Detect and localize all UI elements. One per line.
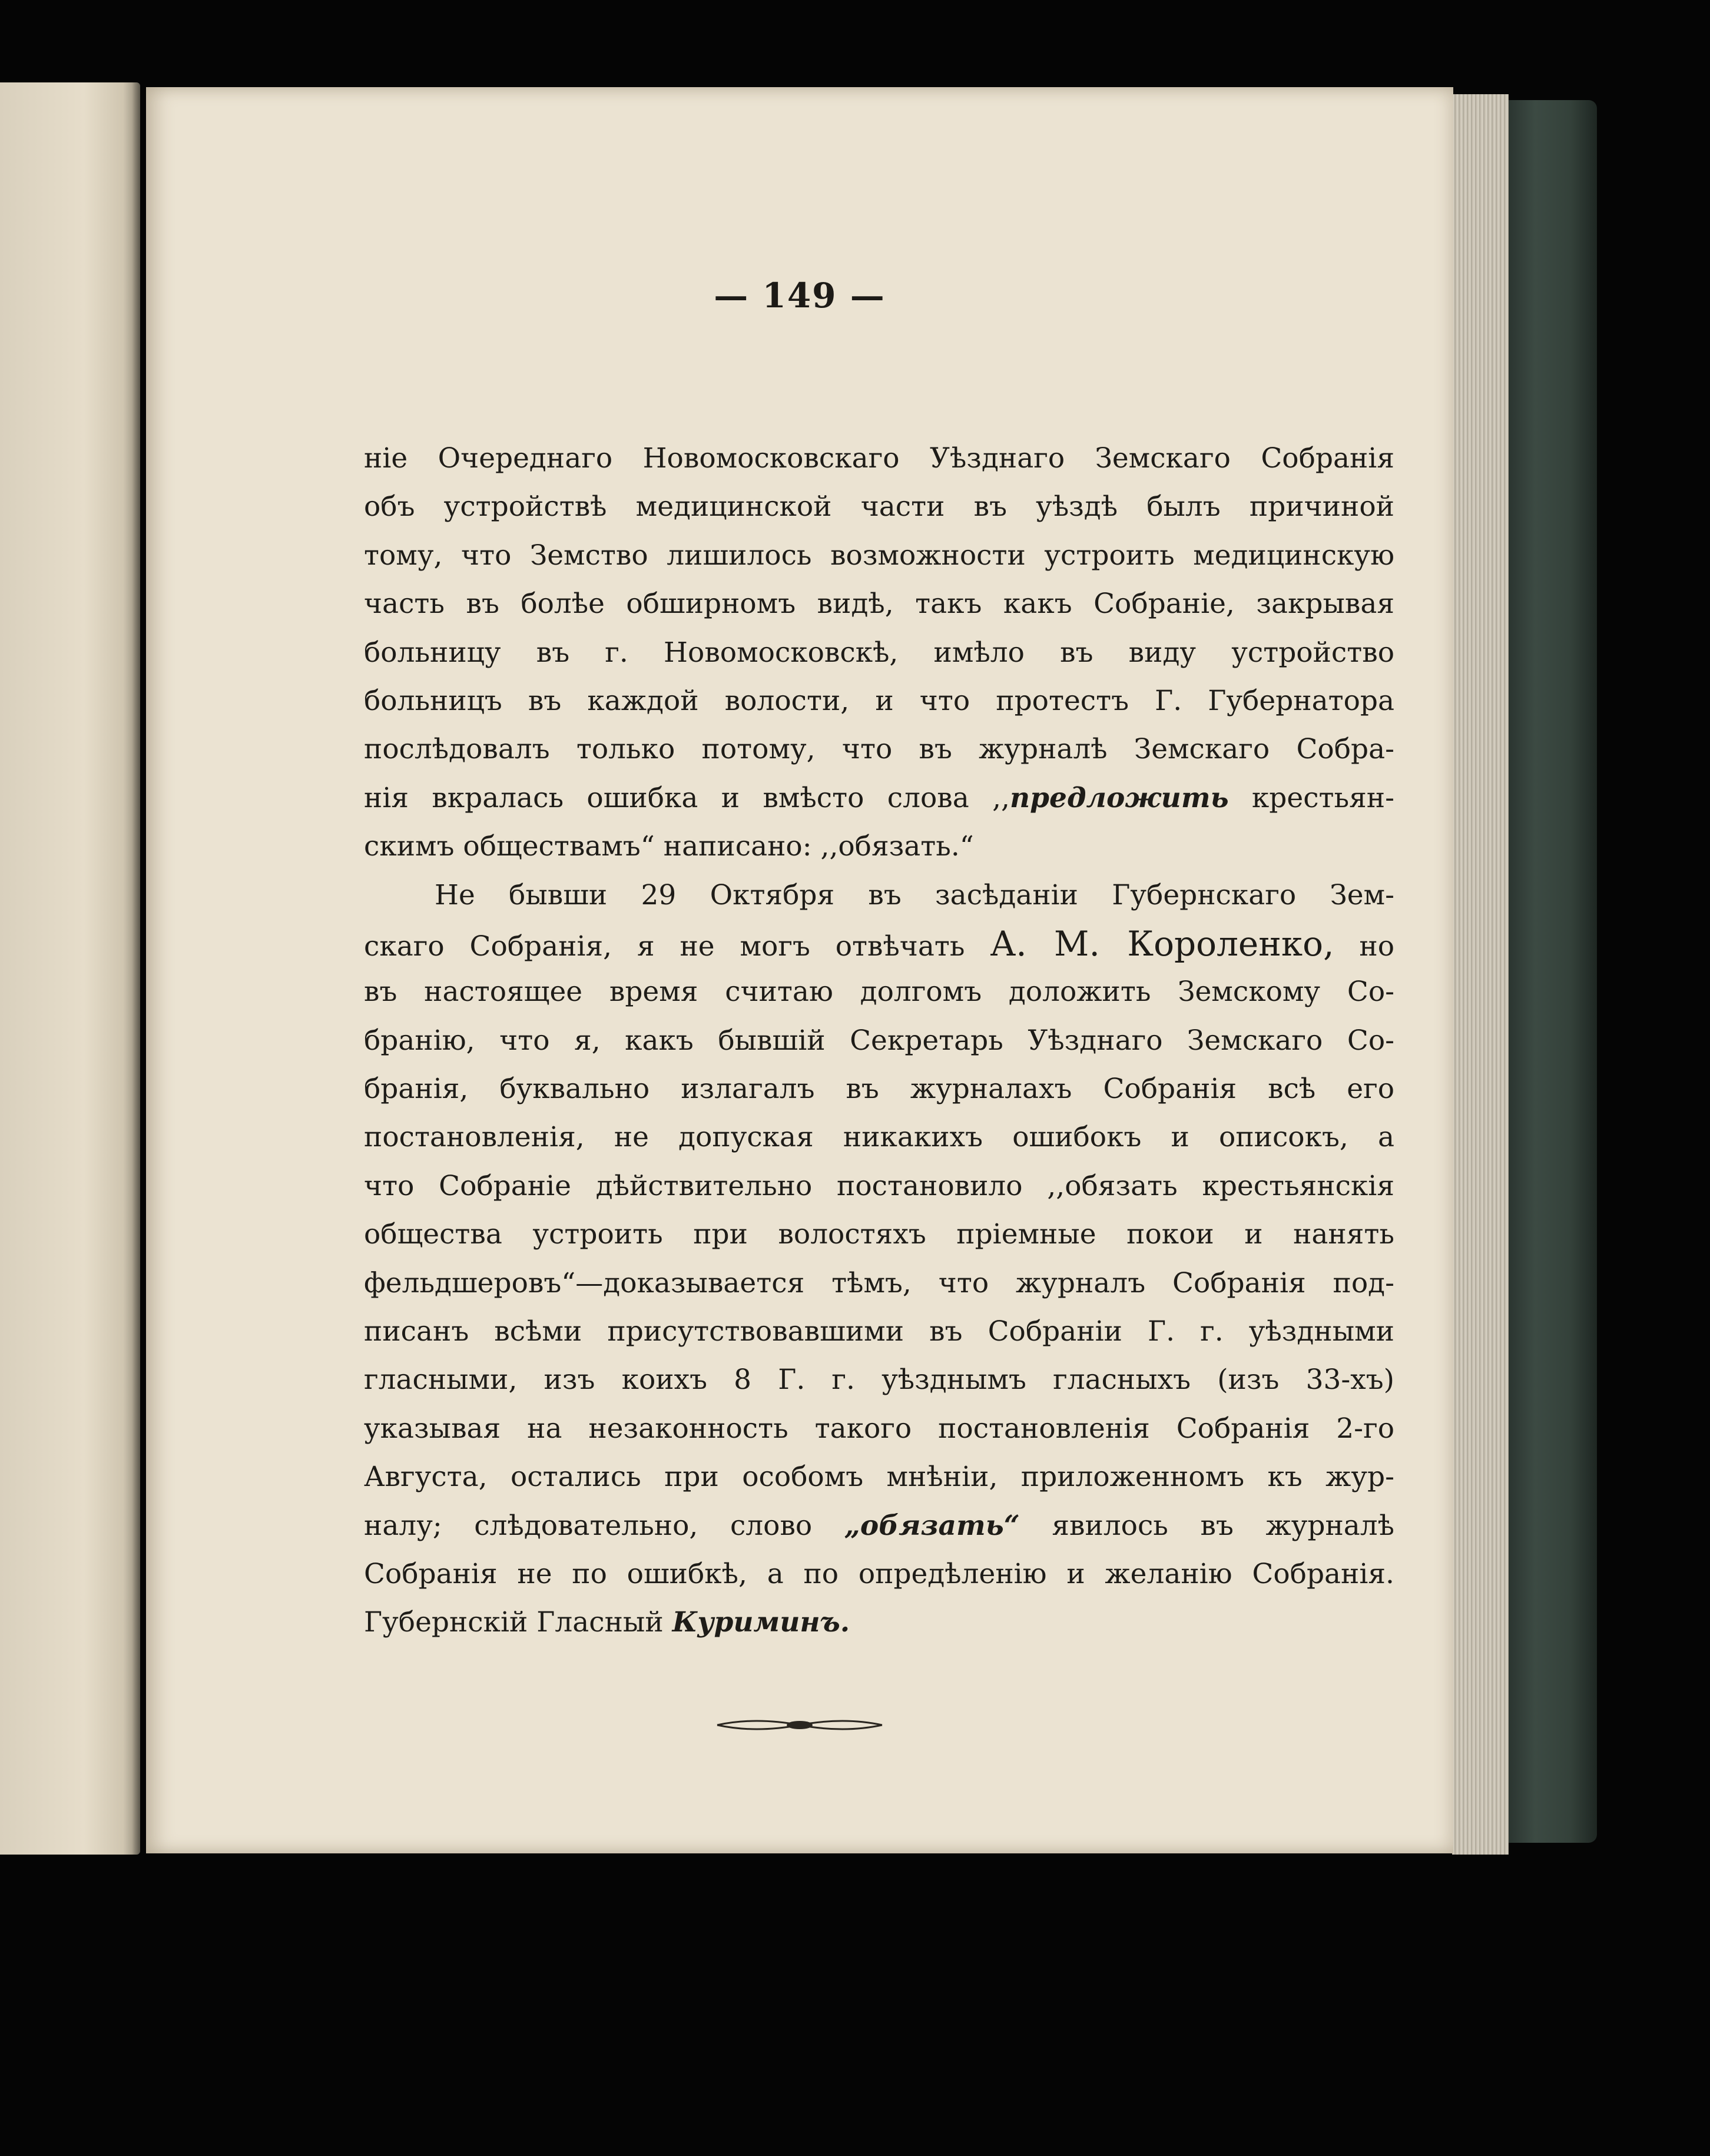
text-line: послѣдовалъ только потому, что въ журналѣ Земскаго Собра- <box>364 733 1394 766</box>
person-name: А. М. Короленко, <box>990 923 1334 964</box>
text-line: часть въ болѣе обширномъ видѣ, такъ какъ Собраніе, закрывая <box>364 588 1394 621</box>
text-line: тому, что Земство лишилось возможности устроить медицинскую <box>364 539 1394 572</box>
emphasized-word: предложить <box>1009 781 1229 814</box>
text-line: Августа, остались при особомъ мнѣніи, приложенномъ къ жур- <box>364 1461 1394 1494</box>
text-line: больницу въ г. Новомосковскѣ, имѣло въ виду устройство <box>364 636 1394 669</box>
text-line: скимъ обществамъ“ написано: ,,обязать.“ <box>364 830 974 863</box>
page-stack-edge <box>1452 94 1509 1855</box>
text-fragment: крестьян- <box>1228 781 1394 814</box>
text-fragment: явилось въ журналѣ <box>1019 1509 1394 1542</box>
text-line: писанъ всѣми присутствовавшими въ Собраніи Г. г. уѣздными <box>364 1315 1394 1348</box>
book-cover <box>1509 100 1597 1843</box>
text-line <box>364 920 1394 968</box>
paragraph-first-line: Не бывши 29 Октября въ засѣданіи Губернскаго Зем- <box>435 878 1394 911</box>
signature-name: Куриминъ. <box>672 1606 850 1639</box>
body-text <box>364 434 1394 1647</box>
previous-page-edge <box>0 82 140 1855</box>
ornament-divider <box>146 1713 1453 1739</box>
text-line: Собранія не по ошибкѣ, а по опредѣленію и желанію Собранія. <box>364 1557 1394 1590</box>
text-line <box>364 774 1394 822</box>
text-line: въ настоящее время считаю долгомъ доложить Земскому Со- <box>364 976 1394 1009</box>
emphasized-word: „обязать“ <box>844 1509 1020 1542</box>
book-page <box>146 87 1453 1853</box>
text-fragment: но <box>1334 930 1394 963</box>
text-fragment: скаго Собранія, я не могъ отвѣчать <box>364 930 990 963</box>
text-line: бранія, буквально излагалъ въ журналахъ Собранія всѣ его <box>364 1073 1394 1106</box>
text-fragment: нія вкралась ошибка и вмѣсто слова ,, <box>364 781 1010 814</box>
text-line: ніе Очереднаго Новомосковскаго Уѣзднаго Земскаго Собранія <box>364 442 1394 475</box>
signature-title: Губернскій Гласный <box>364 1606 672 1639</box>
text-line: что Собраніе дѣйствительно постановило ,,обязать крестьянскія <box>364 1169 1394 1202</box>
text-line: постановленія, не допуская никакихъ ошибокъ и описокъ, а <box>364 1121 1394 1154</box>
signature-line <box>364 1598 1394 1647</box>
text-line: гласными, изъ коихъ 8 Г. г. уѣзднымъ гласныхъ (изъ 33-хъ) <box>364 1364 1394 1397</box>
text-line <box>364 1502 1394 1550</box>
text-fragment: налу; слѣдовательно, слово <box>364 1509 844 1542</box>
text-line: бранію, что я, какъ бывшій Секретарь Уѣзднаго Земскаго Со- <box>364 1024 1394 1057</box>
page-number: — 149 — <box>714 276 886 316</box>
text-line: указывая на незаконность такого постановленія Собранія 2-го <box>364 1412 1394 1445</box>
flourish-icon <box>711 1713 888 1737</box>
text-line: объ устройствѣ медицинской части въ уѣздѣ былъ причиной <box>364 490 1394 523</box>
text-line: общества устроить при волостяхъ пріемные покои и нанять <box>364 1218 1394 1251</box>
text-line: фельдшеровъ“—доказывается тѣмъ, что журналъ Собранія под- <box>364 1266 1394 1299</box>
text-line: больницъ въ каждой волости, и что протестъ Г. Губернатора <box>364 684 1394 717</box>
